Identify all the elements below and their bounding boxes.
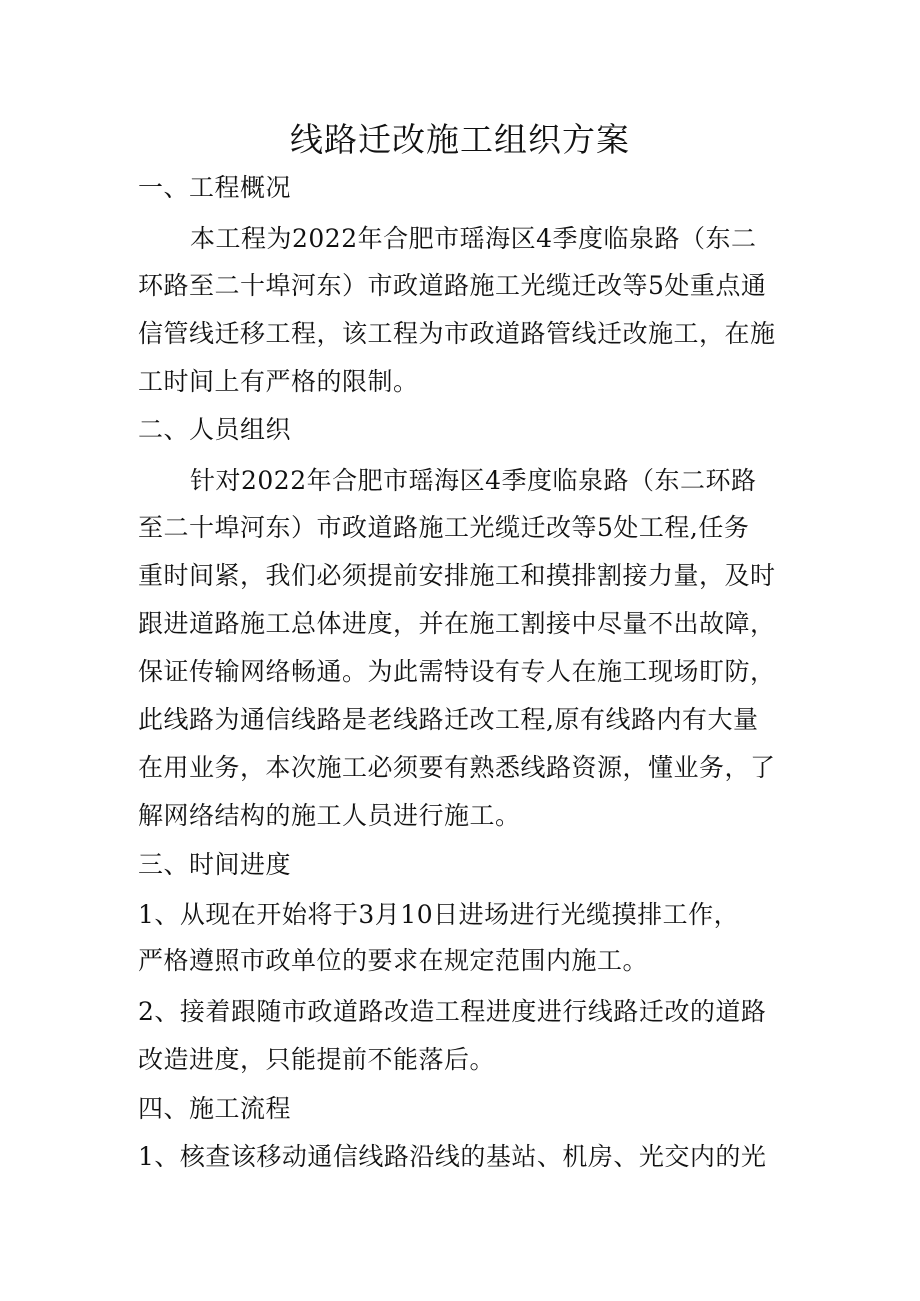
- document-title: 线路迁改施工组织方案: [290, 120, 630, 159]
- paragraph-line: 信管线迁移工程，该工程为市政道路管线迁改施工，在施: [138, 319, 776, 348]
- paragraph-line: 2、接着跟随市政道路改造工程进度进行线路迁改的道路: [138, 997, 767, 1026]
- paragraph-line: 针对2022年合肥市瑶海区4季度临泉路（东二环路: [190, 466, 757, 495]
- paragraph-line: 本工程为2022年合肥市瑶海区4季度临泉路（东二: [190, 224, 757, 253]
- paragraph-line: 至二十埠河东）市政道路施工光缆迁改等5处工程,任务: [138, 513, 750, 542]
- paragraph-line: 在用业务，本次施工必须要有熟悉线路资源，懂业务，了: [138, 753, 776, 782]
- section-heading-schedule: 三、时间进度: [138, 850, 292, 879]
- paragraph-line: 解网络结构的施工人员进行施工。: [138, 801, 521, 830]
- paragraph-line: 重时间紧，我们必须提前安排施工和摸排割接力量，及时: [138, 561, 776, 590]
- paragraph-line: 1、从现在开始将于3月10日进场进行光缆摸排工作，: [138, 900, 740, 929]
- paragraph-line: 环路至二十埠河东）市政道路施工光缆迁改等5处重点通: [138, 271, 767, 300]
- section-heading-process: 四、施工流程: [138, 1094, 292, 1123]
- section-heading-overview: 一、工程概况: [138, 173, 292, 202]
- paragraph-line: 工时间上有严格的限制。: [138, 367, 419, 396]
- paragraph-line: 此线路为通信线路是老线路迁改工程,原有线路内有大量: [138, 705, 759, 734]
- paragraph-line: 1、核查该移动通信线路沿线的基站、机房、光交内的光: [138, 1142, 767, 1171]
- section-heading-staffing: 二、人员组织: [138, 415, 292, 444]
- paragraph-line: 改造进度，只能提前不能落后。: [138, 1045, 496, 1074]
- paragraph-line: 严格遵照市政单位的要求在规定范围内施工。: [138, 946, 649, 975]
- paragraph-line: 保证传输网络畅通。为此需特设有专人在施工现场盯防，: [138, 657, 776, 686]
- paragraph-line: 跟进道路施工总体进度，并在施工割接中尽量不出故障，: [138, 609, 776, 638]
